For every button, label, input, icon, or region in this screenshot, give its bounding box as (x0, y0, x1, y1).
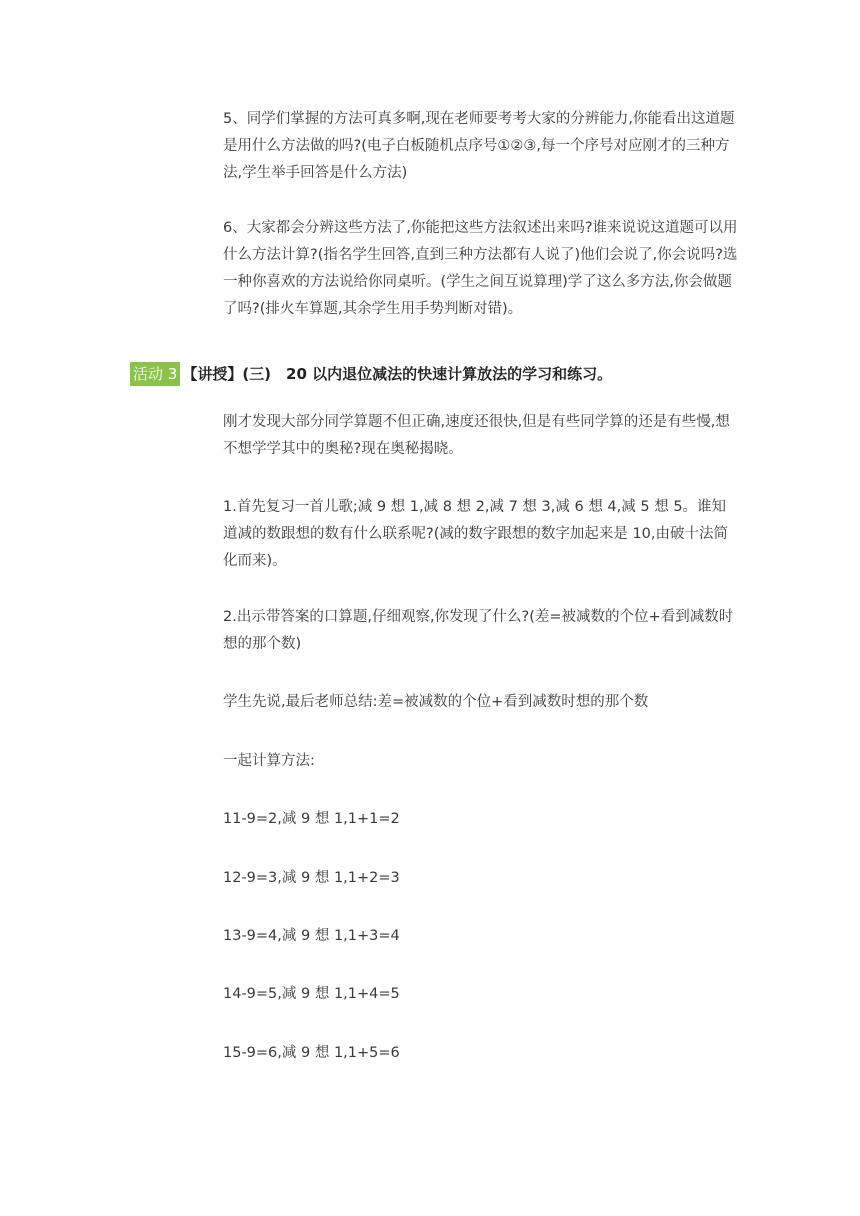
example-line: 12-9=3,减 9 想 1,1+2=3 (223, 870, 400, 886)
activity-title: 【讲授】(三) 20 以内退位减法的快速计算放法的学习和练习。 (182, 365, 613, 383)
paragraph-step-6: 6、大家都会分辨这些方法了,你能把这些方法叙述出来吗?谁来说说这道题可以用什么方法计算?(指名学生回答,直到三种方法都有人说了)他们会说了,你会说吗?选一种你喜欢的方法说给你同桌听。(学生之间互说算理)学了这么多方法,你会做题了吗?(排火车算题,其余学生用手势判断对错)。 (223, 220, 738, 317)
paragraph-observe: 2.出示带答案的口算题,仔细观察,你发现了什么?(差=被减数的个位+看到减数时想的那个数) (223, 609, 734, 652)
method-label: 一起计算方法: (223, 753, 315, 769)
paragraph-intro: 刚才发现大部分同学算题不但正确,速度还很快,但是有些同学算的还是有些慢,想不想学学其中的奥秘?现在奥秘揭晓。 (223, 414, 730, 457)
example-line: 15-9=6,减 9 想 1,1+5=6 (223, 1045, 400, 1061)
activity-heading (130, 362, 612, 386)
example-line: 14-9=5,减 9 想 1,1+4=5 (223, 986, 400, 1002)
paragraph-summary: 学生先说,最后老师总结:差=被减数的个位+看到减数时想的那个数 (223, 694, 649, 710)
example-line: 11-9=2,减 9 想 1,1+1=2 (223, 811, 400, 827)
paragraph-rhyme: 1.首先复习一首儿歌;减 9 想 1,减 8 想 2,减 7 想 3,减 6 想 4,减 5 想 5。谁知道减的数跟想的数有什么联系呢?(减的数字跟想的数字加起来是 10,由破十法简化而来)。 (223, 499, 729, 569)
activity-tag: 活动 3 (130, 362, 180, 386)
paragraph-step-5: 5、同学们掌握的方法可真多啊,现在老师要考考大家的分辨能力,你能看出这道题是用什么方法做的吗?(电子白板随机点序号①②③,每一个序号对应刚才的三种方法,学生举手回答是什么方法) (223, 111, 735, 181)
example-line: 13-9=4,减 9 想 1,1+3=4 (223, 928, 400, 944)
